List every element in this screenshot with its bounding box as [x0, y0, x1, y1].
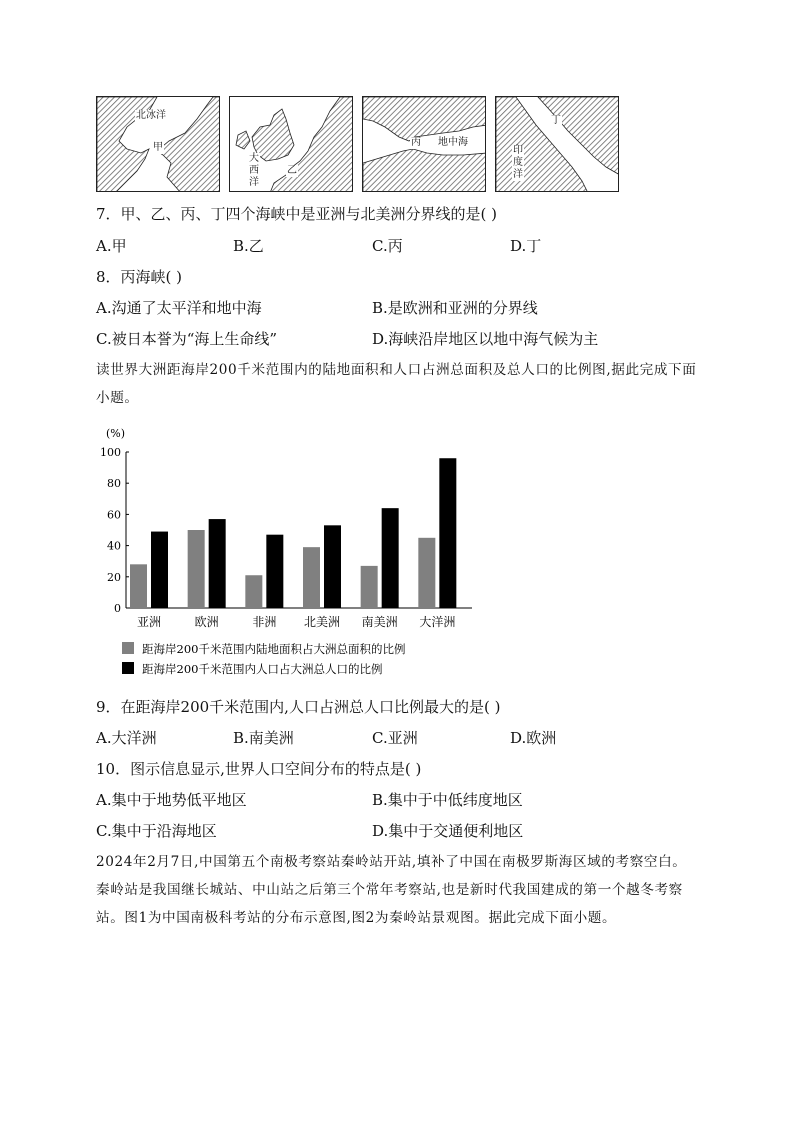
- bar-population-3: [324, 525, 341, 608]
- map-strait-bing: [362, 96, 486, 192]
- bar-area-0: [130, 564, 147, 608]
- legend-swatch-0: [122, 642, 134, 654]
- y-tick-label: 60: [107, 508, 121, 522]
- label-atlantic-3: 洋: [249, 177, 259, 188]
- y-tick-label: 0: [114, 602, 121, 615]
- x-tick-label: 亚洲: [136, 615, 162, 629]
- q10-option-d[interactable]: D.集中于交通便利地区: [372, 822, 524, 840]
- antarctic-intro-text: 2024年2月7日,中国第五个南极考察站秦岭站开站,填补了中国在南极罗斯海区域的考察空白。秦岭站是我国继长城站、中山站之后第三个常年考察站,也是新时代我国建成的第一个越冬考察站。图1为中国南极科考站的分布示意图,图2为秦岭站景观图。据此完成下面小题。: [96, 854, 687, 926]
- map-strait-ding: [495, 96, 619, 192]
- bar-area-5: [418, 538, 435, 608]
- y-tick-label: 40: [107, 539, 121, 553]
- q7-option-c[interactable]: C.丙: [372, 237, 403, 255]
- q8-option-d[interactable]: D.海峡沿岸地区以地中海气候为主: [372, 330, 599, 348]
- q7-option-d[interactable]: D.丁: [510, 237, 542, 255]
- q9-option-d[interactable]: D.欧洲: [510, 729, 557, 747]
- legend-swatch-1: [122, 662, 134, 674]
- label-indian-2: 度: [513, 157, 523, 168]
- bar-area-4: [361, 566, 378, 608]
- q7-option-b[interactable]: B.乙: [233, 237, 264, 255]
- q8-option-a[interactable]: A.沟通了太平洋和地中海: [96, 299, 262, 317]
- y-tick-label: 80: [107, 477, 121, 491]
- bar-population-1: [209, 519, 226, 608]
- q9-stem: 9．在距海岸200千米范围内,人口占洲总人口比例最大的是( ): [96, 698, 501, 716]
- y-tick-label: 100: [100, 446, 121, 459]
- coastal-population-bar-chart: [96, 423, 496, 688]
- y-axis-unit: (%): [106, 427, 126, 440]
- q10-option-b[interactable]: B.集中于中低纬度地区: [372, 791, 523, 809]
- q8-stem: 8．丙海峡( ): [96, 268, 183, 286]
- q7-stem: 7．甲、乙、丙、丁四个海峡中是亚洲与北美洲分界线的是( ): [96, 205, 498, 223]
- bar-population-2: [266, 535, 283, 608]
- bar-area-3: [303, 547, 320, 608]
- map-strait-yi: [229, 96, 353, 192]
- label-ding: 丁: [551, 115, 561, 126]
- x-tick-label: 非洲: [252, 615, 277, 629]
- q7-option-a[interactable]: A.甲: [96, 237, 127, 255]
- label-atlantic-2: 西: [249, 165, 259, 176]
- bar-population-0: [151, 532, 168, 608]
- label-bing: 丙: [411, 137, 421, 148]
- label-yi: 乙: [287, 165, 297, 176]
- q10-stem: 10．图示信息显示,世界人口空间分布的特点是( ): [96, 760, 422, 778]
- map-strait-jia: [96, 96, 220, 192]
- bar-area-2: [245, 575, 262, 608]
- label-arctic-ocean: 北冰洋: [136, 110, 166, 121]
- legend-label-0: 距海岸200千米范围内陆地面积占大洲总面积的比例: [142, 642, 406, 656]
- label-atlantic-1: 大: [249, 153, 259, 164]
- q9-option-c[interactable]: C.亚洲: [372, 729, 418, 747]
- bar-population-4: [382, 508, 399, 608]
- x-tick-label: 大洋洲: [419, 615, 456, 629]
- x-tick-label: 北美洲: [303, 615, 341, 629]
- label-mediterranean: 地中海: [438, 137, 468, 148]
- label-jia: 甲: [153, 142, 163, 153]
- label-indian-3: 洋: [513, 169, 523, 180]
- q9-option-b[interactable]: B.南美洲: [233, 729, 294, 747]
- x-tick-label: 欧洲: [194, 615, 219, 629]
- bar-population-5: [439, 458, 456, 608]
- q8-option-c[interactable]: C.被日本誉为“海上生命线”: [96, 330, 278, 348]
- bar-area-1: [188, 530, 205, 608]
- chart-intro-text: 读世界大洲距海岸200千米范围内的陆地面积和人口占洲总面积及总人口的比例图,据此完成下面小题。: [96, 362, 697, 406]
- label-indian-1: 印: [513, 145, 523, 156]
- q10-option-c[interactable]: C.集中于沿海地区: [96, 822, 217, 840]
- strait-maps: [96, 96, 622, 194]
- q10-option-a[interactable]: A.集中于地势低平地区: [96, 791, 247, 809]
- q9-option-a[interactable]: A.大洋洲: [96, 729, 157, 747]
- q8-option-b[interactable]: B.是欧洲和亚洲的分界线: [372, 299, 538, 317]
- x-tick-label: 南美洲: [361, 615, 398, 629]
- y-tick-label: 20: [107, 570, 121, 584]
- legend-label-1: 距海岸200千米范围内人口占大洲总人口的比例: [142, 662, 383, 676]
